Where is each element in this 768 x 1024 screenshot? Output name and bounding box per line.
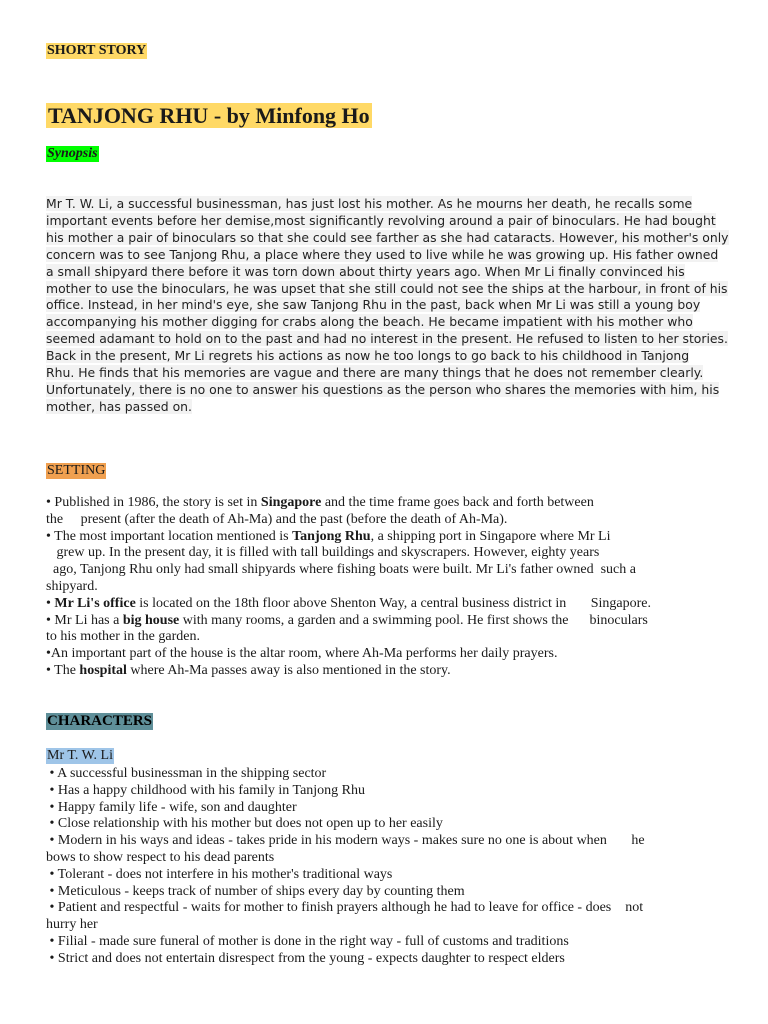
setting-item bbox=[46, 495, 726, 512]
setting-item bbox=[46, 562, 726, 579]
setting-item bbox=[46, 579, 726, 596]
setting-keyword: Mr Li's office bbox=[54, 595, 136, 611]
trait-item: • Patient and respectful - waits for mother to finish prayers although he had to leave for office - does not bbox=[46, 900, 644, 916]
trait-item: • A successful businessman in the shipping sector bbox=[46, 766, 327, 781]
setting-text: • bbox=[46, 595, 55, 611]
setting-text: the present (after the death of Ah-Ma) and the past (before the death of Ah-Ma). bbox=[46, 511, 508, 527]
setting-item bbox=[46, 596, 726, 613]
synopsis-line-text: Mr T. W. Li, a successful businessman, has just lost his mother. As he mourns her death, he recalls some bbox=[46, 196, 693, 211]
synopsis-line-text: concern was to see Tanjong Rhu, a place where they used to live while he was growing up. His father owned bbox=[46, 246, 719, 262]
synopsis-line bbox=[46, 399, 726, 416]
trait-item: • Happy family life - wife, son and daughter bbox=[46, 799, 297, 815]
synopsis-line-text: mother, has passed on. bbox=[46, 398, 192, 414]
trait-item: • Close relationship with his mother but does not open up to her easily bbox=[46, 816, 443, 832]
setting-text: ago, Tanjong Rhu only had small shipyards where fishing boats were built. Mr Li's father owned such a bbox=[46, 562, 636, 578]
synopsis-line-text: a small shipyard there before it was torn down about thirty years ago. When Mr Li finally convinced his bbox=[46, 263, 685, 279]
trait-item: • Modern in his ways and ideas - takes pride in his modern ways - makes sure no one is about when he bbox=[46, 833, 645, 849]
synopsis-line bbox=[46, 314, 726, 331]
synopsis-line bbox=[46, 196, 726, 213]
synopsis-line bbox=[46, 331, 726, 348]
synopsis-line-text: important events before her demise,most significantly revolving around a pair of binoculars. He had bought bbox=[46, 212, 716, 228]
setting-text: grew up. In the present day, it is filled with tall buildings and skyscrapers. However, eighty years bbox=[46, 545, 600, 561]
setting-text: shipyard. bbox=[46, 578, 98, 594]
trait-item: • Meticulous - keeps track of number of ships every day by counting them bbox=[46, 883, 465, 899]
trait-item: • Tolerant - does not interfere in his mother's traditional ways bbox=[46, 866, 393, 882]
synopsis-line-text: Back in the present, Mr Li regrets his actions as now he too longs to go back to his childhood in Tanjong bbox=[46, 348, 690, 364]
synopsis-line bbox=[46, 229, 729, 247]
setting-keyword: Singapore bbox=[260, 495, 322, 510]
synopsis-line bbox=[46, 297, 726, 314]
setting-text: •An important part of the house is the altar room, where Ah-Ma performs her daily prayers. bbox=[46, 646, 558, 662]
synopsis-line bbox=[46, 213, 726, 230]
trait-item: • Strict and does not entertain disrespect from the young - expects daughter to respect elders bbox=[46, 950, 565, 966]
setting-item bbox=[46, 512, 726, 529]
setting-text: • The bbox=[46, 662, 80, 678]
kicker-heading: SHORT STORY bbox=[47, 43, 147, 58]
synopsis-line bbox=[46, 247, 726, 264]
synopsis-line bbox=[46, 264, 726, 281]
synopsis-line bbox=[46, 382, 726, 399]
setting-keyword: Tanjong Rhu bbox=[292, 528, 371, 544]
trait-item: • Has a happy childhood with his family in Tanjong Rhu bbox=[46, 782, 366, 798]
synopsis-line-text: Rhu. He finds that his memories are vague and there are many things that he does not remember clearly. bbox=[46, 365, 704, 381]
setting-text: • The most important location mentioned is bbox=[46, 528, 293, 544]
setting-list bbox=[46, 495, 726, 680]
setting-text: to his mother in the garden. bbox=[46, 629, 200, 645]
setting-keyword: hospital bbox=[79, 662, 127, 678]
setting-item bbox=[46, 545, 726, 562]
story-title: TANJONG RHU - by Minfong Ho bbox=[48, 103, 370, 128]
setting-item bbox=[46, 529, 726, 546]
setting-item bbox=[46, 663, 726, 680]
character-name: Mr T. W. Li bbox=[47, 748, 113, 763]
setting-keyword: big house bbox=[122, 612, 180, 628]
setting-text: is located on the 18th floor above Shenton Way, a central business district in Singapore. bbox=[135, 595, 652, 611]
setting-item bbox=[46, 613, 726, 630]
setting-heading: SETTING bbox=[47, 463, 106, 478]
setting-text: • Published in 1986, the story is set in bbox=[46, 495, 261, 510]
synopsis-line-text: his mother a pair of binoculars so that she could see farther as she had cataracts. However, his mother's only bbox=[46, 229, 729, 245]
synopsis-line-text: Unfortunately, there is no one to answer his questions as the person who shares the memories with him, his bbox=[46, 381, 720, 397]
synopsis-line-text: seemed adamant to hold on to the past and had no interest in the present. He refused to listen to her stories. bbox=[46, 331, 728, 347]
characters-heading: CHARACTERS bbox=[47, 713, 153, 729]
setting-item bbox=[46, 629, 726, 646]
trait-item: bows to show respect to his dead parents bbox=[46, 849, 275, 865]
synopsis-line bbox=[46, 348, 726, 365]
character-traits-list bbox=[46, 766, 726, 968]
setting-text: where Ah-Ma passes away is also mentioned in the story. bbox=[126, 662, 451, 678]
synopsis-paragraph bbox=[46, 196, 729, 416]
setting-text: and the time frame goes back and forth between bbox=[321, 495, 594, 510]
setting-text: with many rooms, a garden and a swimming pool. He first shows the binoculars bbox=[179, 612, 648, 628]
synopsis-line-text: office. Instead, in her mind's eye, she saw Tanjong Rhu in the past, back when Mr Li was still a young boy bbox=[46, 297, 701, 313]
setting-text: , a shipping port in Singapore where Mr Li bbox=[370, 528, 611, 544]
synopsis-line-text: accompanying his mother digging for crabs along the beach. He became impatient with his mother who bbox=[46, 314, 693, 330]
setting-item bbox=[46, 646, 726, 663]
setting-text: • Mr Li has a bbox=[46, 612, 123, 628]
synopsis-line bbox=[46, 365, 726, 382]
synopsis-line bbox=[46, 281, 726, 298]
trait-item: • Filial - made sure funeral of mother is done in the right way - full of customs and traditions bbox=[46, 933, 569, 949]
synopsis-heading: Synopsis bbox=[47, 146, 98, 161]
synopsis-line-text: mother to use the binoculars, he was upset that she still could not see the ships at the harbour, in front of his bbox=[46, 280, 728, 296]
trait-item: hurry her bbox=[46, 917, 98, 933]
